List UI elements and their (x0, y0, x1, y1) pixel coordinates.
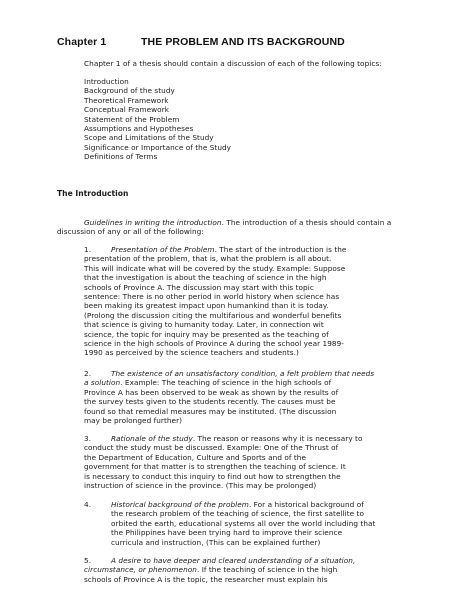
list-item (84, 369, 374, 425)
item-line: curricula and instruction, (This can be explained further) (111, 537, 321, 547)
item-second-rest: . Example: The teaching of science in the high schools of (120, 378, 332, 388)
item-second-rest: . If the teaching of science in the high (196, 565, 338, 575)
guidelines-rest: . The introduction of a thesis should contain a (221, 218, 392, 227)
guidelines-line-2: discussion of any or all of the following: (57, 227, 204, 237)
section-title: The Introduction (57, 189, 129, 198)
item-line: been making its greatest impact upon humankind than it is today. (84, 301, 329, 311)
item-line: the research problem of the teaching of science, the first satellite to (111, 509, 364, 519)
list-item (84, 556, 355, 584)
item-first-rest: . The reason or reasons why it is necessary to (192, 434, 363, 443)
intro-sentence: Chapter 1 of a thesis should contain a discussion of each of the following topics: (84, 59, 382, 68)
item-line: conduct the study must be discussed. Example: One of the Thrust of (84, 443, 339, 453)
item-line: may be prolonged further) (84, 416, 183, 426)
item-number: 4. (84, 500, 92, 509)
item-italic: Presentation of the Problem (111, 245, 215, 254)
item-number: 5. (84, 556, 92, 565)
item-line: presentation of the problem, that is, what the problem is all about. (84, 254, 332, 264)
item-second-line (84, 565, 355, 574)
item-first-rest: . For a historical background of (248, 500, 364, 509)
topic-item: Background of the study (84, 86, 175, 96)
topic-item: Definitions of Terms (84, 152, 158, 162)
list-item (84, 245, 346, 358)
list-item (84, 434, 363, 490)
topic-item: Assumptions and Hypotheses (84, 124, 194, 134)
item-line: orbited the earth, educational systems all over the world including that (111, 518, 376, 528)
item-first-rest: . The start of the introduction is the (214, 245, 347, 254)
chapter-heading (57, 36, 345, 48)
item-line: that science is giving to humanity today. Later, in connection wit (84, 320, 324, 330)
item-number: 3. (84, 434, 92, 443)
item-italic: Historical background of the problem (111, 500, 249, 509)
item-second-line (84, 378, 374, 387)
item-line: science in the high schools of Province A during the school year 1989- (84, 339, 344, 349)
item-line: (Prolong the discussion citing the multifarious and wonderful benefits (84, 310, 342, 320)
item-line: Province A has been observed to be weak as shown by the results of (84, 387, 339, 397)
item-line: the survey tests given to the students recently. The causes must be (84, 397, 336, 407)
topic-list (84, 77, 231, 162)
item-first-line (84, 369, 374, 378)
item-line: schools of Province A is the topic, the researcher must explain his (84, 574, 328, 584)
item-line: the Department of Education, Culture and Sports and of the (84, 452, 307, 462)
item-number: 2. (84, 369, 92, 378)
item-line: that the investigation is about the teaching of science in the high (84, 273, 327, 283)
topic-item: Theoretical Framework (84, 95, 169, 105)
item-line: sentence: There is no other period in world history when science has (84, 292, 340, 302)
guidelines-line-1 (57, 218, 427, 227)
item-italic: A desire to have deeper and cleared understanding of a situation, (111, 556, 356, 565)
item-first-line (84, 245, 346, 254)
item-first-line (84, 556, 355, 565)
topic-item: Conceptual Framework (84, 105, 170, 115)
topic-item: Introduction (84, 77, 129, 86)
item-line: government for that matter is to strengthen the teaching of science. It (84, 462, 346, 472)
item-italic-continued: a solution (84, 378, 121, 388)
item-line: instruction of science in the province. (This may be prolonged) (84, 481, 317, 491)
topic-item: Significance or Importance of the Study (84, 142, 232, 152)
item-number: 1. (84, 245, 92, 254)
guidelines-paragraph (57, 218, 427, 237)
item-line: science, the topic for inquiry may be presented as the teaching of (84, 329, 329, 339)
item-line: is necessary to conduct this inquiry to find out how to strengthen the (84, 471, 341, 481)
guidelines-italic: Guidelines in writing the introduction (84, 218, 222, 227)
item-line: 1990 as perceived by the science teachers and students.) (84, 348, 299, 358)
chapter-number: Chapter 1 (57, 36, 107, 48)
item-italic: The existence of an unsatisfactory condition, a felt problem that needs (111, 369, 375, 378)
item-first-line (84, 500, 375, 509)
chapter-title: THE PROBLEM AND ITS BACKGROUND (141, 36, 345, 48)
item-italic-continued: circumstance, or phenomenon (84, 565, 197, 575)
list-item (84, 500, 375, 547)
item-italic: Rationale of the study (111, 434, 193, 443)
item-line: This will indicate what will be covered by the study. Example: Suppose (84, 263, 346, 273)
item-line: found so that remedial measures may be instituted. (The discussion (84, 406, 337, 416)
item-line: the Philippines have been trying hard to improve their science (111, 528, 343, 538)
topic-item: Scope and Limitations of the Study (84, 133, 214, 143)
item-line: schools of Province A. The discussion may start with this topic (84, 282, 314, 292)
item-first-line (84, 434, 363, 443)
topic-item: Statement of the Problem (84, 114, 180, 124)
